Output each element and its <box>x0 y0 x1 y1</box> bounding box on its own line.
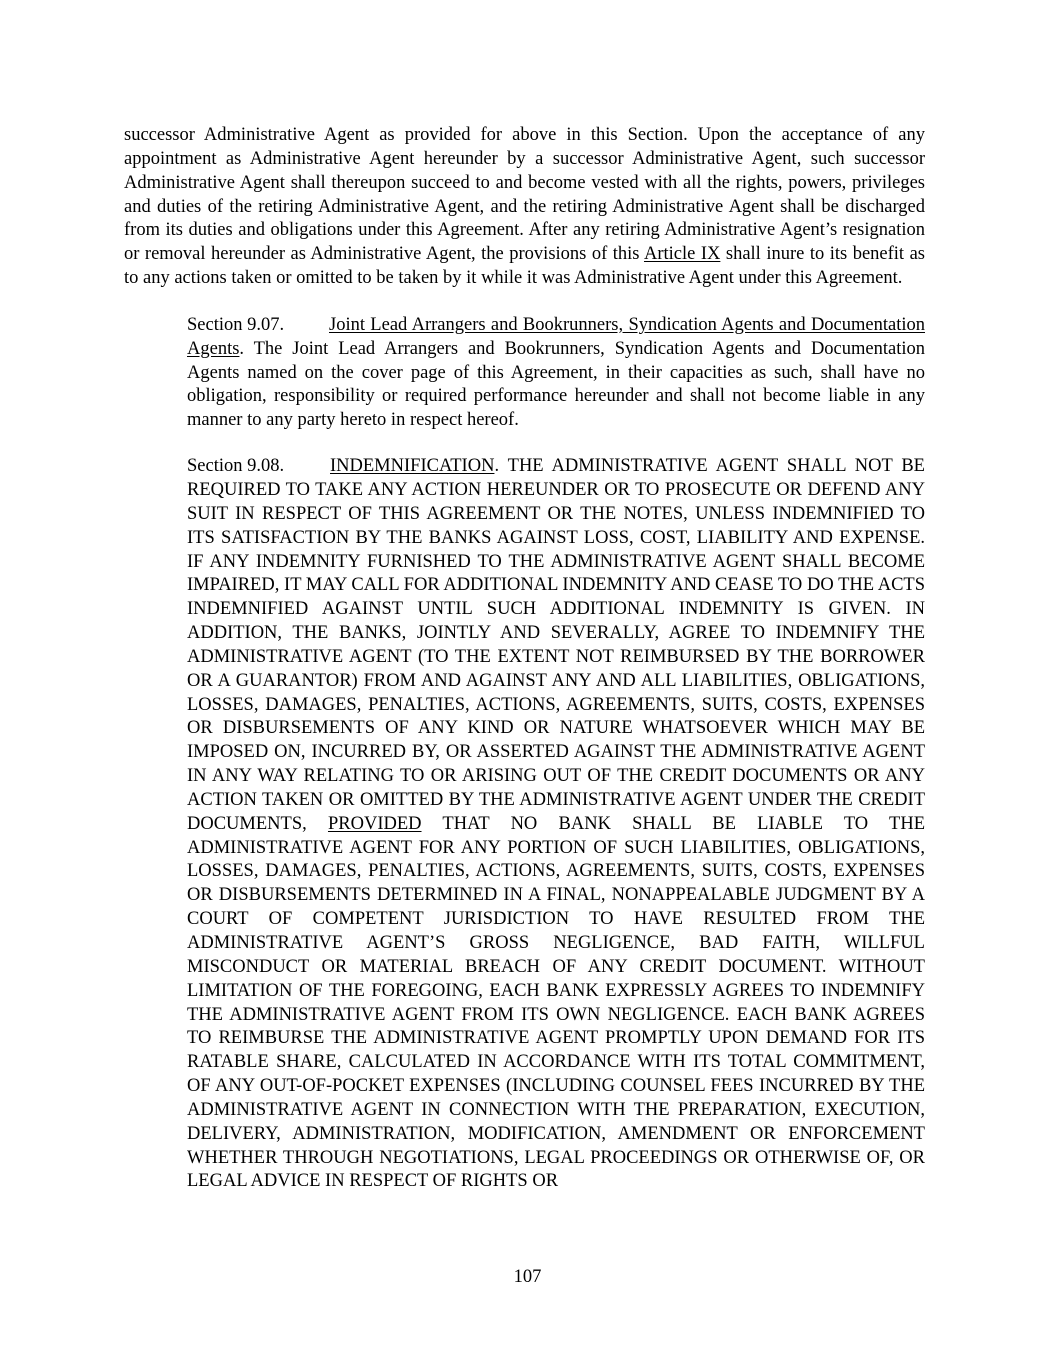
article-ix-reference: Article IX <box>643 244 721 265</box>
paragraph-1-text-a: successor Administrative Agent as provided for above in this Section. Upon the acceptance of any appointment as Administrative Agent hereunder by a successor Administrative Agent, such successor Administrative Agent shall thereupon succeed to and become vested with all the rights, powers, privileges and duties of the retiring Administrative Agent, and the retiring Administrative Agent shall be discharged from its duties and obligations under this Agreement. After any retiring Administrative Agent’s resignation or removal hereunder as Administrative Agent, the provisions of this <box>124 125 925 265</box>
provided-term: PROVIDED <box>327 813 422 834</box>
document-page <box>124 124 925 1194</box>
section-9-07-number: Section 9.07. <box>187 314 285 335</box>
paragraph-successor-agent <box>124 124 925 291</box>
page-number: 107 <box>513 1267 542 1287</box>
paragraph-1-text-b: shall inure to its benefit as to any actions taken or omitted to be taken by it while it was Administrative Agent under this Agreement. <box>124 244 925 289</box>
section-9-07-body: . The Joint Lead Arrangers and Bookrunners, Syndication Agents and Documentation Agents named on the cover page of this Agreement, in their capacities as such, shall have no obligation, responsibility or required performance hereunder and shall not become liable in any manner to any party hereto in respect hereof. <box>187 338 925 431</box>
section-9-08-text-b: THAT NO BANK SHALL BE LIABLE TO THE ADMINISTRATIVE AGENT FOR ANY PORTION OF SUCH LIABILITIES, OBLIGATIONS, LOSSES, DAMAGES, PENALTIES, ACTIONS, AGREEMENTS, SUITS, COSTS, EXPENSES OR DISBURSEMENTS DETERMINED IN A FINAL, NONAPPEALABLE JUDGMENT BY A COURT OF COMPETENT JURISDICTION TO HAVE RESULTED FROM THE ADMINISTRATIVE AGENT’S GROSS NEGLIGENCE, BAD FAITH, WILLFUL MISCONDUCT OR MATERIAL BREACH OF ANY CREDIT DOCUMENT. WITHOUT LIMITATION OF THE FOREGOING, EACH BANK EXPRESSLY AGREES TO INDEMNIFY THE ADMINISTRATIVE AGENT FROM ITS OWN NEGLIGENCE. EACH BANK AGREES TO REIMBURSE THE ADMINISTRATIVE AGENT PROMPTLY UPON DEMAND FOR ITS RATABLE SHARE, CALCULATED IN ACCORDANCE WITH ITS TOTAL COMMITMENT, OF ANY OUT-OF-POCKET EXPENSES (INCLUDING COUNSEL FEES INCURRED BY THE ADMINISTRATIVE AGENT IN CONNECTION WITH THE PREPARATION, EXECUTION, DELIVERY, ADMINISTRATION, MODIFICATION, AMENDMENT OR ENFORCEMENT WHETHER THROUGH NEGOTIATIONS, LEGAL PROCEEDINGS OR OTHERWISE OF, OR LEGAL ADVICE IN RESPECT OF RIGHTS OR <box>187 813 926 1192</box>
section-9-08 <box>124 455 925 1194</box>
section-9-08-number: Section 9.08. <box>187 456 285 477</box>
section-9-07-heading: Joint Lead Arrangers and Bookrunners, Syndication Agents and Documentation Agents <box>187 314 925 359</box>
section-9-08-text-a: . THE ADMINISTRATIVE AGENT SHALL NOT BE REQUIRED TO TAKE ANY ACTION HEREUNDER OR TO PROSECUTE OR DEFEND ANY SUIT IN RESPECT OF THIS AGREEMENT OR THE NOTES, UNLESS INDEMNIFIED TO ITS SATISFACTION BY THE BANKS AGAINST LOSS, COST, LIABILITY AND EXPENSE. IF ANY INDEMNITY FURNISHED TO THE ADMINISTRATIVE AGENT SHALL BECOME IMPAIRED, IT MAY CALL FOR ADDITIONAL INDEMNITY AND CEASE TO DO THE ACTS INDEMNIFIED AGAINST UNTIL SUCH ADDITIONAL INDEMNITY IS GIVEN. IN ADDITION, THE BANKS, JOINTLY AND SEVERALLY, AGREE TO INDEMNIFY THE ADMINISTRATIVE AGENT (TO THE EXTENT NOT REIMBURSED BY THE BORROWER OR A GUARANTOR) FROM AND AGAINST ANY AND ALL LIABILITIES, OBLIGATIONS, LOSSES, DAMAGES, PENALTIES, ACTIONS, AGREEMENTS, SUITS, COSTS, EXPENSES OR DISBURSEMENTS OF ANY KIND OR NATURE WHATSOEVER WHICH MAY BE IMPOSED ON, INCURRED BY, OR ASSERTED AGAINST THE ADMINISTRATIVE AGENT IN ANY WAY RELATING TO OR ARISING OUT OF THE CREDIT DOCUMENTS OR ANY ACTION TAKEN OR OMITTED BY THE ADMINISTRATIVE AGENT UNDER THE CREDIT DOCUMENTS, <box>187 456 925 834</box>
section-9-08-heading: INDEMNIFICATION <box>330 456 495 477</box>
section-9-07 <box>124 314 925 433</box>
